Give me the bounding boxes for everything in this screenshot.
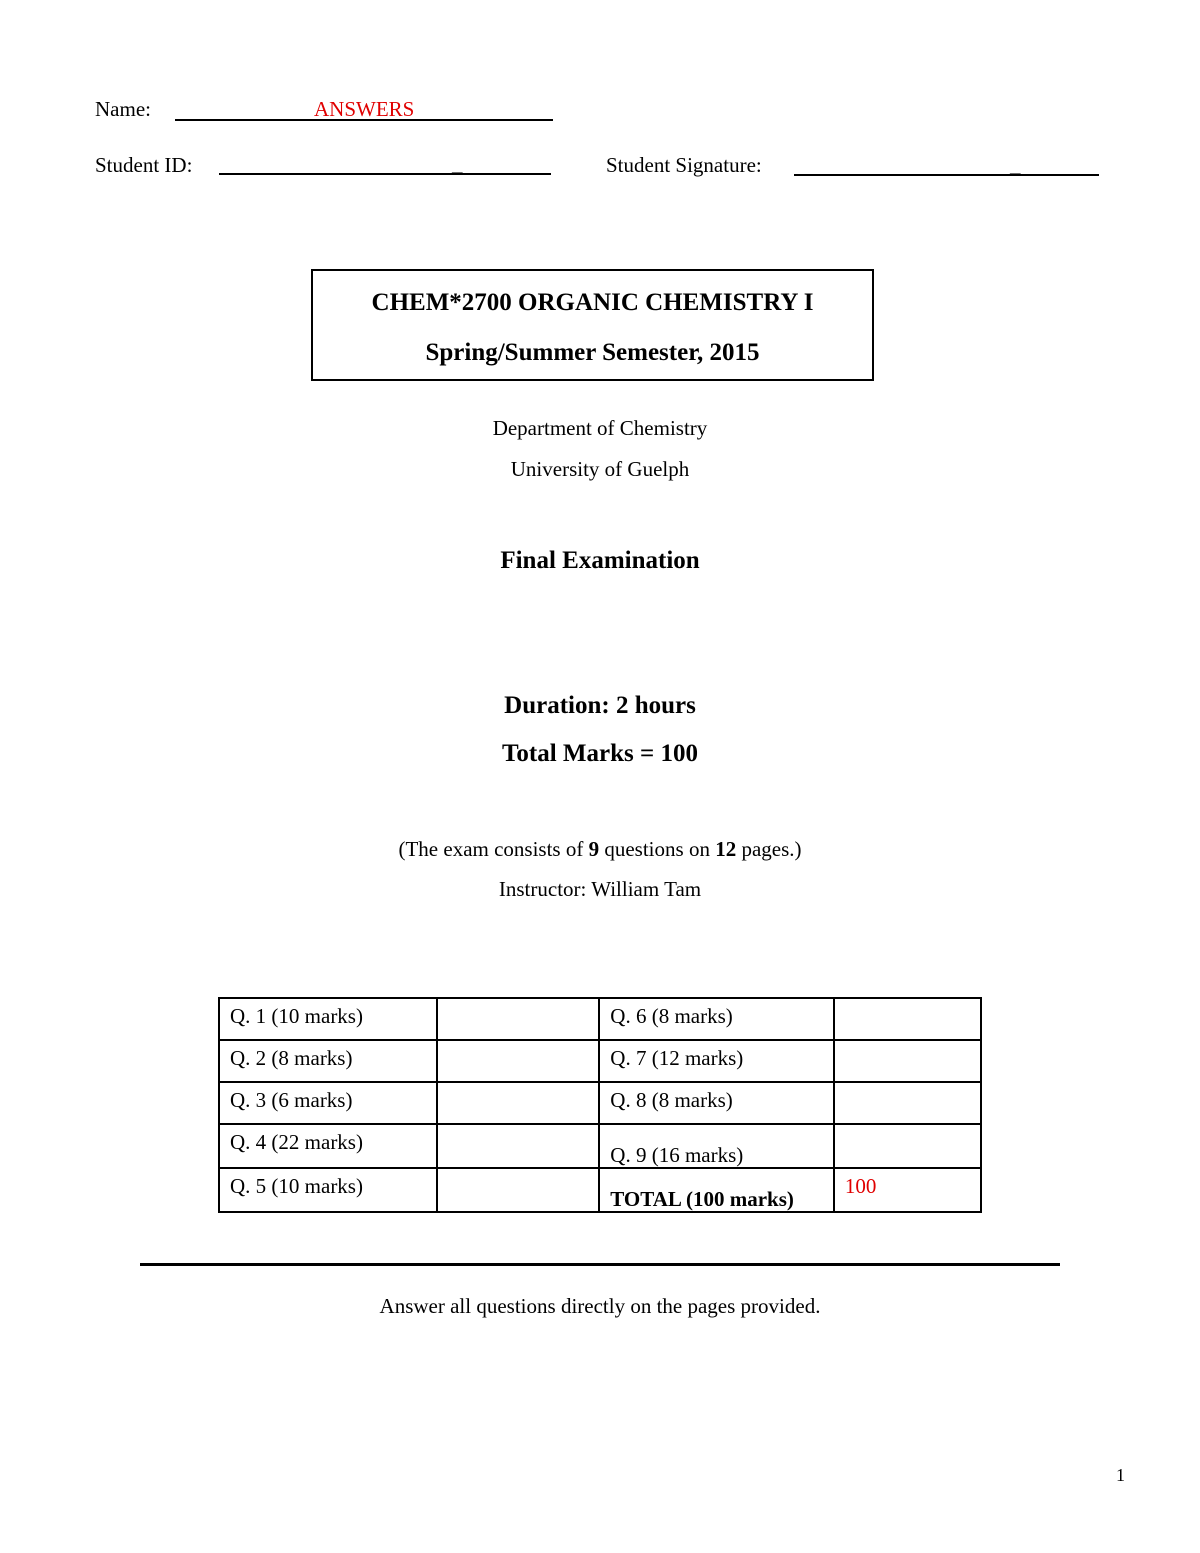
student-id-label: Student ID: (95, 153, 193, 177)
exam-total-marks: Total Marks = 100 (502, 740, 698, 767)
question-cell: Q. 2 (8 marks) (219, 1040, 437, 1082)
question-cell: Q. 3 (6 marks) (219, 1082, 437, 1124)
score-cell[interactable] (437, 1040, 600, 1082)
instructor: Instructor: William Tam (498, 877, 702, 901)
num-pages: 12 (715, 837, 737, 861)
table-row (219, 1082, 981, 1124)
signature-marker: _ (1010, 153, 1021, 177)
num-questions: 9 (588, 837, 600, 861)
horizontal-rule (140, 1263, 1060, 1266)
exam-duration: Duration: 2 hours (504, 692, 696, 719)
question-cell: Q. 5 (10 marks) (219, 1168, 437, 1212)
name-value[interactable]: ANSWERS (314, 97, 415, 121)
student-id-underline[interactable] (219, 173, 551, 175)
marks-table (218, 997, 982, 1213)
footer-instruction: Answer all questions directly on the pages provided. (379, 1294, 821, 1318)
score-cell[interactable] (437, 1124, 600, 1168)
consists-mid: questions on (599, 837, 716, 861)
question-cell: Q. 6 (8 marks) (599, 998, 834, 1040)
table-row (219, 998, 981, 1040)
total-score-cell[interactable]: 100 (834, 1168, 981, 1212)
question-cell: Q. 7 (12 marks) (599, 1040, 834, 1082)
university: University of Guelph (510, 457, 690, 481)
question-cell: Q. 8 (8 marks) (599, 1082, 834, 1124)
semester: Spring/Summer Semester, 2015 (425, 339, 760, 366)
question-cell: Q. 1 (10 marks) (219, 998, 437, 1040)
signature-underline[interactable] (794, 174, 1099, 176)
table-row (219, 1124, 981, 1168)
consists-prefix: (The exam consists of (398, 837, 589, 861)
department: Department of Chemistry (492, 416, 708, 440)
page-number: 1 (1116, 1465, 1125, 1485)
question-cell: Q. 9 (16 marks) (599, 1124, 834, 1168)
name-label: Name: (95, 97, 151, 121)
score-cell[interactable] (437, 1082, 600, 1124)
course-title: CHEM*2700 ORGANIC CHEMISTRY I (371, 289, 814, 316)
score-cell[interactable] (437, 1168, 600, 1212)
question-cell: Q. 4 (22 marks) (219, 1124, 437, 1168)
score-cell[interactable] (834, 1124, 981, 1168)
score-cell[interactable] (834, 1040, 981, 1082)
student-id-marker: _ (452, 152, 463, 176)
signature-label: Student Signature: (606, 153, 762, 177)
course-title-box (311, 269, 874, 381)
total-label-cell: TOTAL (100 marks) (599, 1168, 834, 1212)
score-cell[interactable] (834, 998, 981, 1040)
score-cell[interactable] (437, 998, 600, 1040)
table-row (219, 1040, 981, 1082)
score-cell[interactable] (834, 1082, 981, 1124)
table-row (219, 1168, 981, 1212)
exam-type: Final Examination (500, 547, 700, 574)
exam-consists (0, 837, 1200, 861)
consists-suffix: pages.) (736, 837, 802, 861)
